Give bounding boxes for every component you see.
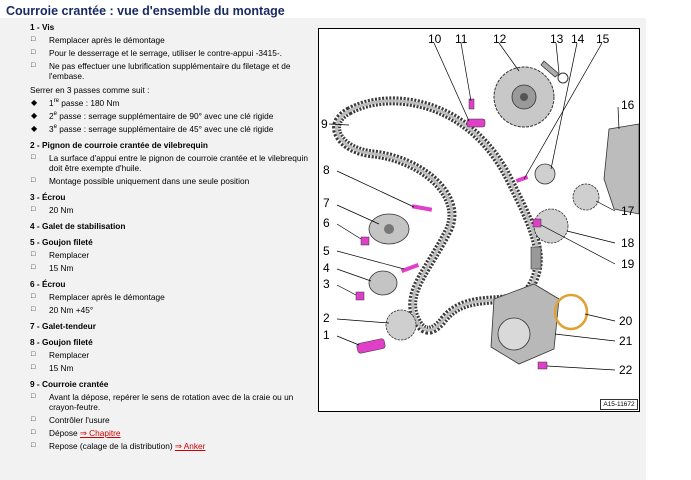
square-bullet-icon xyxy=(30,153,49,173)
part-heading-4: 4 - Galet de stabilisation xyxy=(30,221,126,231)
square-bullet-icon xyxy=(30,35,49,45)
list-item: □ Ne pas effectuer une lubrification supplémentaire du filetage et de l'embase. xyxy=(30,61,312,81)
callout-17: 17 xyxy=(621,204,635,218)
square-bullet-icon xyxy=(30,350,49,360)
square-bullet-icon xyxy=(30,305,49,315)
chapter-link[interactable]: ⇒ Chapitre xyxy=(79,428,121,438)
part-heading-3: 3 - Écrou xyxy=(30,192,66,202)
square-bullet-icon xyxy=(30,292,49,302)
list-item: □ Avant la dépose, repérer le sens de rotation avec de la craie ou un crayon-feutre. xyxy=(30,392,312,412)
square-bullet-icon xyxy=(30,205,49,215)
pass-item: ◆ 3e passe : serrage supplémentaire de 45° avec une clé rigide xyxy=(30,124,312,134)
part-11-bolt xyxy=(469,99,474,109)
callout-3: 3 xyxy=(323,277,330,291)
part-15-stud xyxy=(516,175,529,183)
part-14-idler xyxy=(535,164,555,184)
callout-2: 2 xyxy=(323,311,330,325)
pass-item: ◆ 1re passe : 180 Nm xyxy=(30,98,312,108)
page-title: Courroie crantée : vue d'ensemble du montage xyxy=(6,4,285,18)
diamond-bullet-icon xyxy=(30,98,49,108)
part-heading-7: 7 - Galet-tendeur xyxy=(30,321,96,331)
part-3-nut xyxy=(356,292,364,300)
part-6-nut xyxy=(361,237,369,245)
callout-5: 5 xyxy=(323,244,330,258)
part-heading-6: 6 - Écrou xyxy=(30,279,66,289)
callout-10: 10 xyxy=(428,32,442,46)
part-13-eye xyxy=(558,73,568,83)
callout-15: 15 xyxy=(596,32,610,46)
callout-8: 8 xyxy=(323,163,330,177)
part-21-pump-pulley xyxy=(498,318,530,350)
callout-18: 18 xyxy=(621,236,635,250)
callout-13: 13 xyxy=(550,32,564,46)
square-bullet-icon xyxy=(30,441,49,451)
part-2-crank-sprocket xyxy=(386,310,416,340)
callout-7: 7 xyxy=(323,196,330,210)
part-heading-2: 2 - Pignon de courroie crantée de vilebrequin xyxy=(30,140,208,150)
part-8-stud xyxy=(412,204,432,211)
exploded-diagram xyxy=(318,28,640,412)
part-19-bolt xyxy=(533,219,541,227)
square-bullet-icon xyxy=(30,363,49,373)
square-bullet-icon xyxy=(30,48,49,58)
list-item: □ 20 Nm xyxy=(30,205,312,215)
square-bullet-icon xyxy=(30,176,49,186)
part-1-bolt xyxy=(356,338,385,354)
list-item: □ Dépose ⇒ Chapitre xyxy=(30,428,312,438)
sensor-connector xyxy=(531,247,541,269)
list-item: □ Repose (calage de la distribution) ⇒ Anker xyxy=(30,441,312,451)
list-item: □ 15 Nm xyxy=(30,363,312,373)
part-heading-5: 5 - Goujon fileté xyxy=(30,237,93,247)
list-item: □ 20 Nm +45° xyxy=(30,305,312,315)
list-item: □ Remplacer xyxy=(30,250,312,260)
list-item: □ Contrôler l'usure xyxy=(30,415,312,425)
diamond-bullet-icon xyxy=(30,124,49,134)
part-7-tensioner-center xyxy=(384,224,394,234)
square-bullet-icon xyxy=(30,250,49,260)
callout-20: 20 xyxy=(619,314,633,328)
list-item: □ La surface d'appui entre le pignon de courroie crantée et le vilebrequin doit être exempte d'huile. xyxy=(30,153,312,173)
list-item: □ Remplacer après le démontage xyxy=(30,35,312,45)
callout-21: 21 xyxy=(619,334,633,348)
anker-link[interactable]: ⇒ Anker xyxy=(174,441,206,451)
list-item: □ Remplacer après le démontage xyxy=(30,292,312,302)
figure-reference-code: A15-11672 xyxy=(600,399,638,410)
callout-6: 6 xyxy=(323,216,330,230)
part-17-sprocket xyxy=(573,184,599,210)
list-item: □ Remplacer xyxy=(30,350,312,360)
callout-11: 11 xyxy=(455,32,468,46)
callout-16: 16 xyxy=(621,98,635,112)
part-heading-1: 1 - Vis xyxy=(30,22,55,32)
part-10-bolt xyxy=(467,119,485,127)
callout-9: 9 xyxy=(321,117,328,131)
part-20-o-ring xyxy=(555,295,587,329)
part-22-bolt xyxy=(538,362,547,369)
callout-22: 22 xyxy=(619,363,633,377)
part-16-housing xyxy=(604,124,639,214)
square-bullet-icon xyxy=(30,428,49,438)
square-bullet-icon xyxy=(30,392,49,412)
square-bullet-icon xyxy=(30,415,49,425)
callout-14: 14 xyxy=(571,32,585,46)
square-bullet-icon xyxy=(30,263,49,273)
list-item: □ Montage possible uniquement dans une seule position xyxy=(30,176,312,186)
list-item: □ Pour le desserrage et le serrage, utiliser le contre-appui -3415-. xyxy=(30,48,312,58)
pass-item: ◆ 2e passe : serrage supplémentaire de 90° avec une clé rigide xyxy=(30,111,312,121)
callout-19: 19 xyxy=(621,257,635,271)
list-item: □ 15 Nm xyxy=(30,263,312,273)
part-4-idler xyxy=(369,271,397,295)
camshaft-sprocket-center xyxy=(520,93,528,101)
part-heading-8: 8 - Goujon fileté xyxy=(30,337,93,347)
timing-belt-diagram xyxy=(319,29,639,411)
parts-list xyxy=(30,22,312,451)
callout-12: 12 xyxy=(493,32,507,46)
part-5-stud xyxy=(401,263,419,273)
square-bullet-icon xyxy=(30,61,49,81)
part-heading-9: 9 - Courroie crantée xyxy=(30,379,109,389)
leader-lines xyxy=(329,43,619,370)
callout-1: 1 xyxy=(323,328,330,342)
callout-4: 4 xyxy=(323,261,330,275)
diamond-bullet-icon xyxy=(30,111,49,121)
tightening-intro: Serrer en 3 passes comme suit : xyxy=(30,85,150,95)
